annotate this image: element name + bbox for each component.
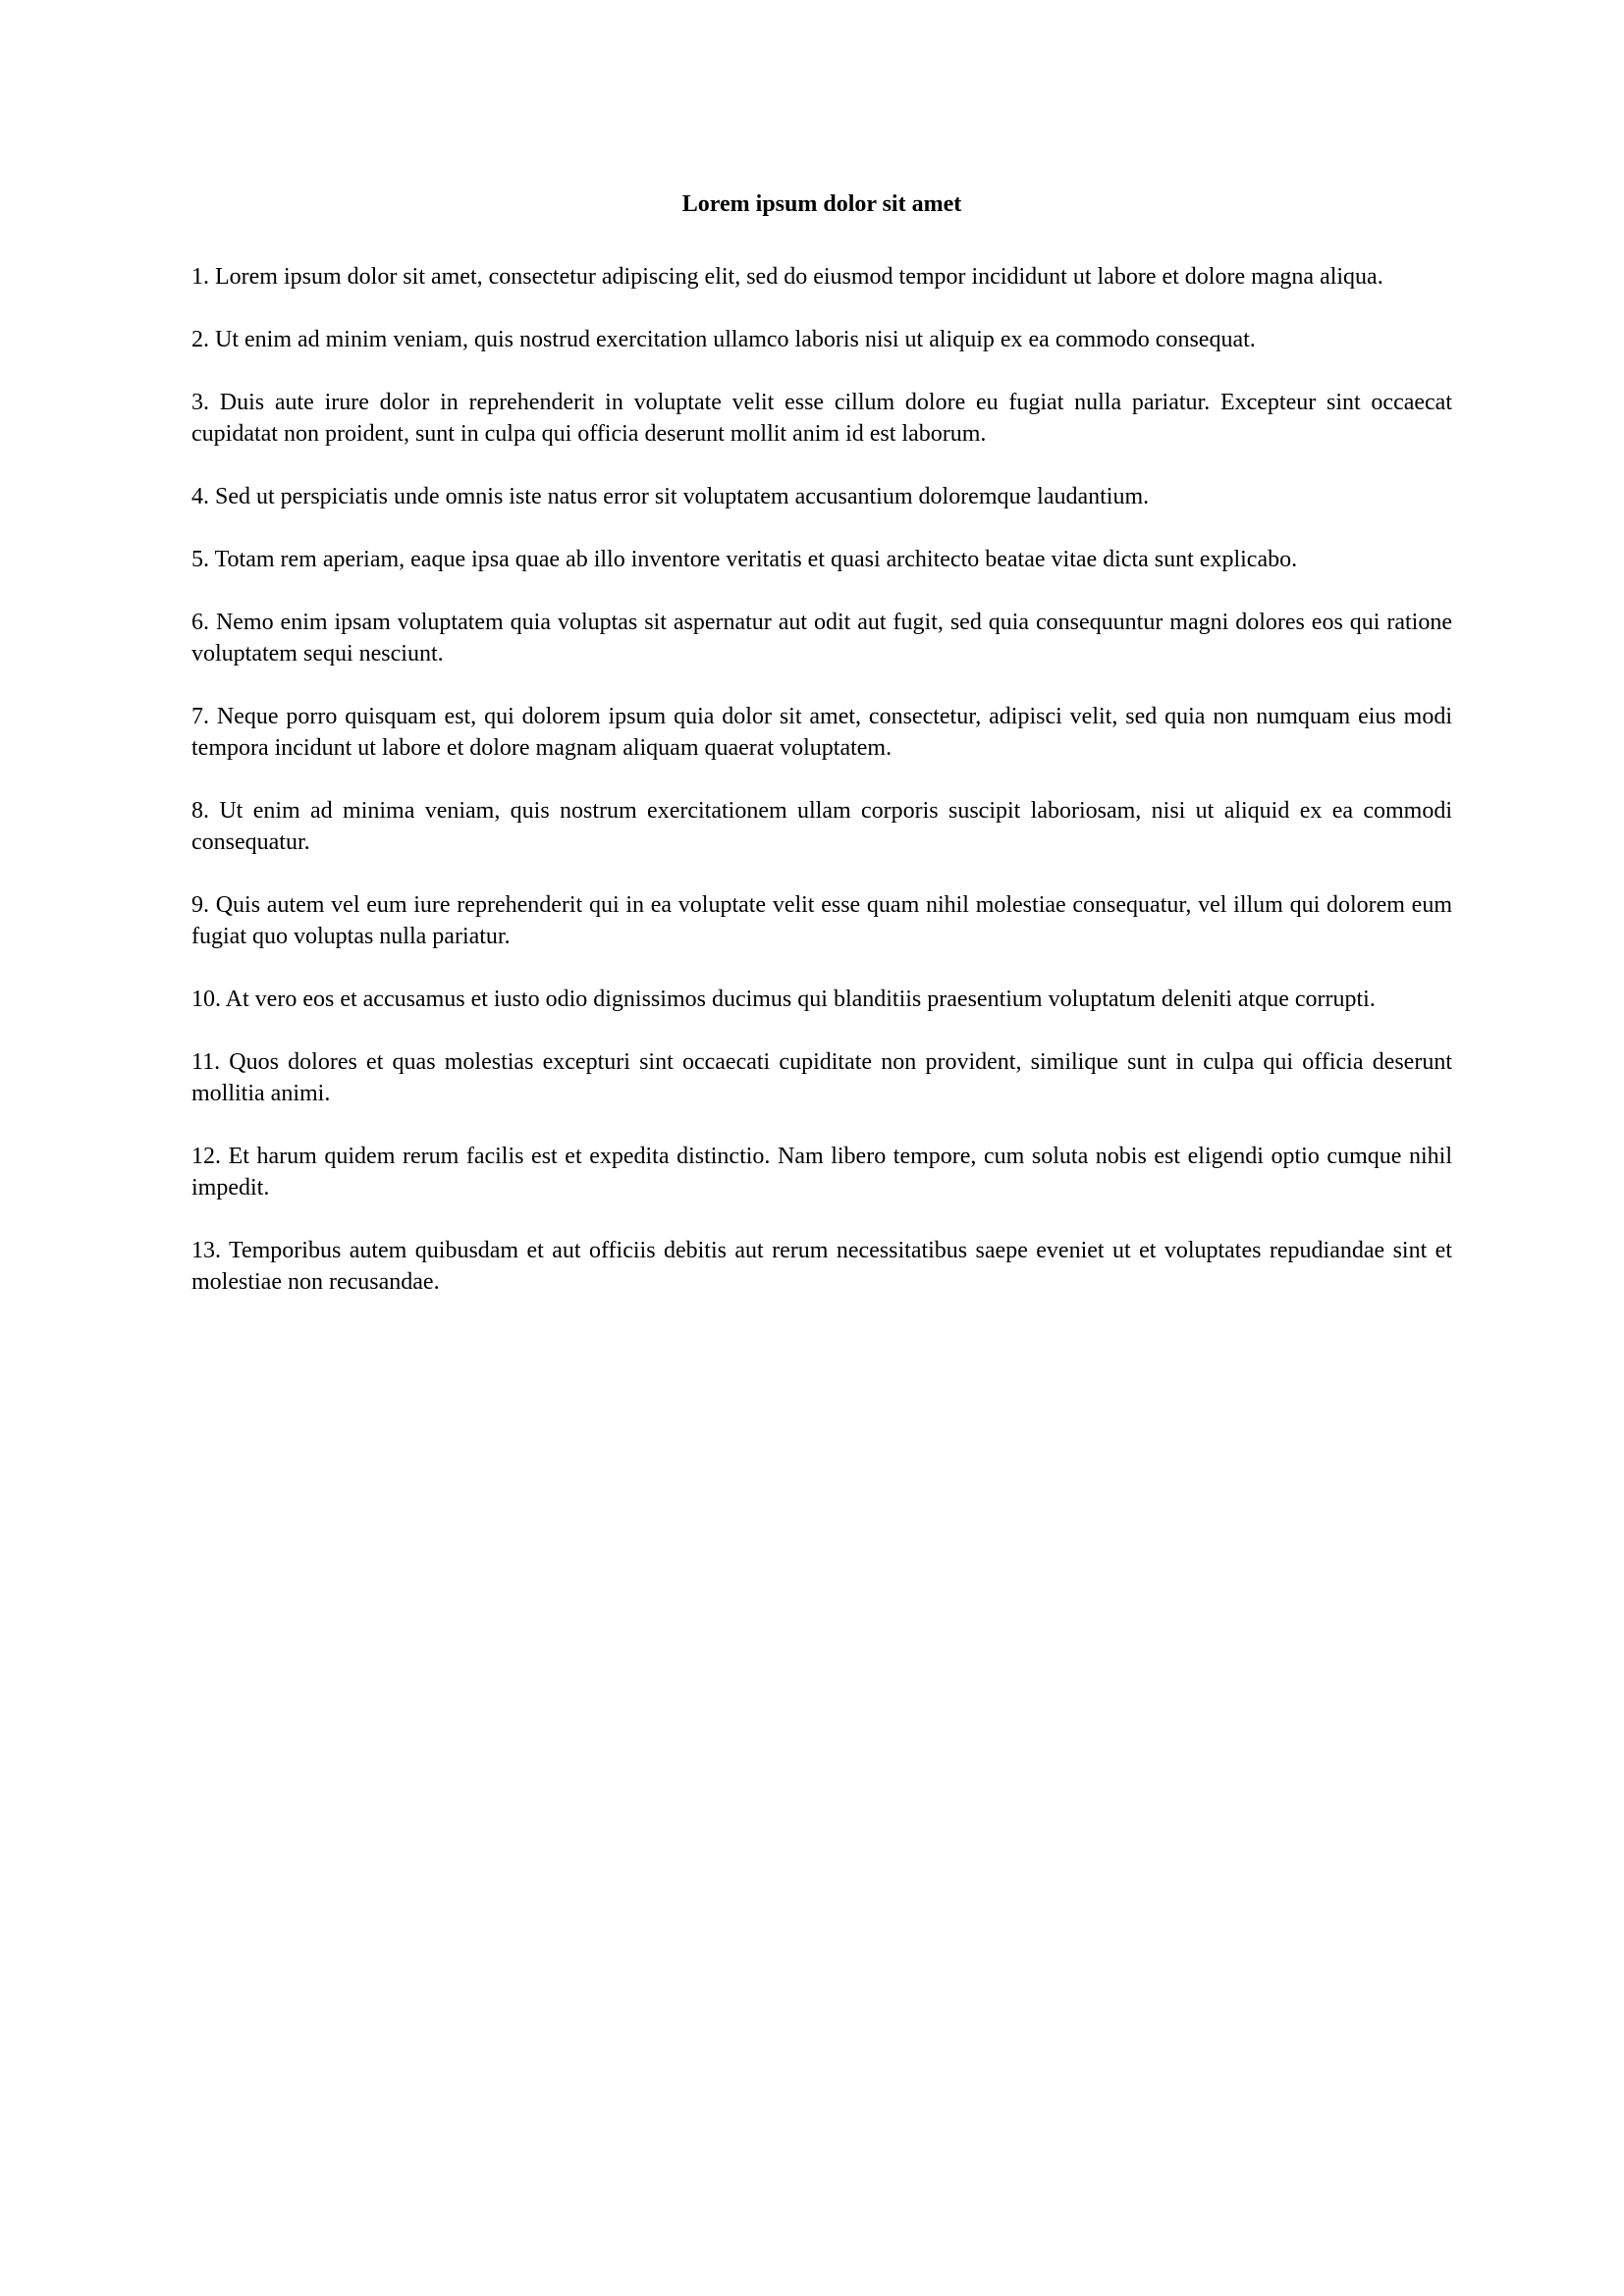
paragraph-p3: 3. Duis aute irure dolor in reprehenderit in voluptate velit esse cillum dolore eu fugiat nulla pariatur. Excepteur sint occaecat cupidatat non proident, sunt in culpa qui officia deserunt mollit anim id est laborum. [191,390,1452,447]
paragraph-p1: 1. Lorem ipsum dolor sit amet, consectetur adipiscing elit, sed do eiusmod tempor incididunt ut labore et dolore magna aliqua. [191,264,1383,290]
paragraph-p6: 6. Nemo enim ipsam voluptatem quia voluptas sit aspernatur aut odit aut fugit, sed quia consequuntur magni dolores eos qui ratione voluptatem sequi nesciunt. [191,610,1452,667]
paragraph-p8: 8. Ut enim ad minima veniam, quis nostrum exercitationem ullam corporis suscipit laboriosam, nisi ut aliquid ex ea commodi consequatur. [191,798,1452,855]
paragraph-p12: 12. Et harum quidem rerum facilis est et expedita distinctio. Nam libero tempore, cum soluta nobis est eligendi optio cumque nihil impedit. [191,1144,1452,1201]
paragraph-p5: 5. Totam rem aperiam, eaque ipsa quae ab illo inventore veritatis et quasi architecto beatae vitae dicta sunt explicabo. [191,547,1298,572]
document-body [191,261,1452,1298]
paragraph-p7: 7. Neque porro quisquam est, qui dolorem ipsum quia dolor sit amet, consectetur, adipisci velit, sed quia non numquam eius modi tempora incidunt ut labore et dolore magnam aliquam quaerat voluptatem. [191,704,1452,761]
paragraph-p13: 13. Temporibus autem quibusdam et aut officiis debitis aut rerum necessitatibus saepe eveniet ut et voluptates repudiandae sint et molestiae non recusandae. [191,1238,1452,1295]
paragraph-p4: 4. Sed ut perspiciatis unde omnis iste natus error sit voluptatem accusantium doloremque laudantium. [191,484,1150,509]
paragraph-p2: 2. Ut enim ad minim veniam, quis nostrud exercitation ullamco laboris nisi ut aliquip ex ea commodo consequat. [191,327,1256,352]
document-title: Lorem ipsum dolor sit amet [681,191,962,217]
paragraph-p10: 10. At vero eos et accusamus et iusto odio dignissimos ducimus qui blanditiis praesentium voluptatum deleniti atque corrupti. [191,987,1376,1012]
paragraph-p11: 11. Quos dolores et quas molestias excepturi sint occaecati cupiditate non provident, similique sunt in culpa qui officia deserunt mollitia animi. [191,1049,1452,1106]
paragraph-p9: 9. Quis autem vel eum iure reprehenderit qui in ea voluptate velit esse quam nihil molestiae consequatur, vel illum qui dolorem eum fugiat quo voluptas nulla pariatur. [191,892,1452,949]
